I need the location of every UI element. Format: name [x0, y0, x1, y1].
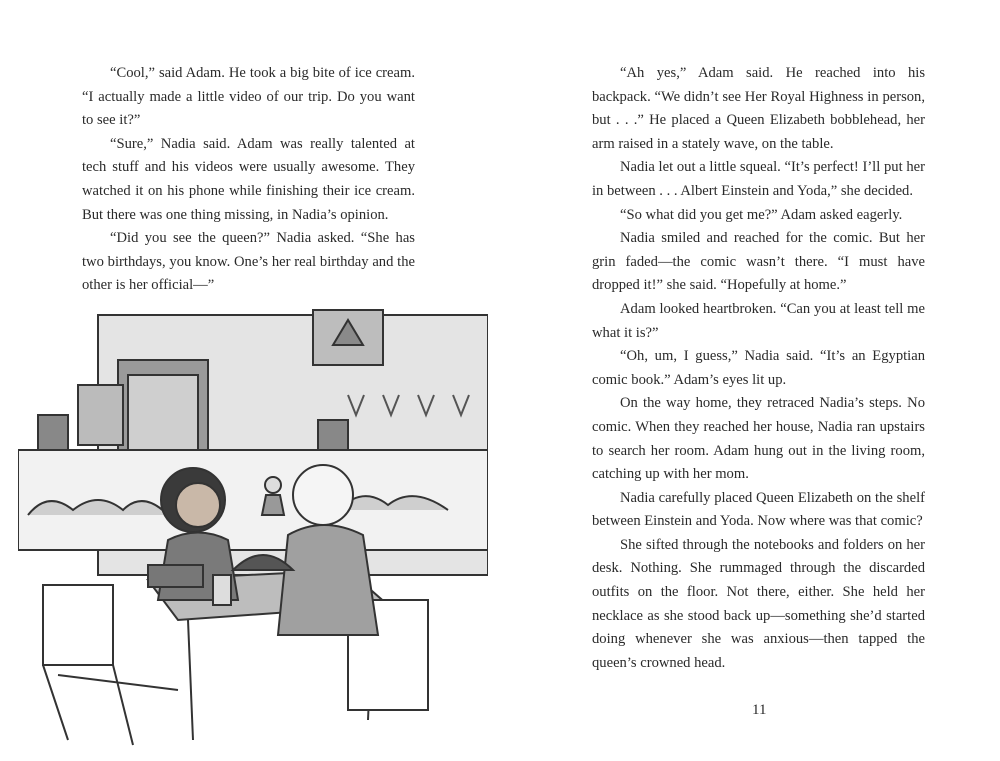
paragraph: “Cool,” said Adam. He took a big bite of ice cream. “I actually made a little video of our trip. Do you want to see it?” [82, 65, 415, 129]
paragraph: “Oh, um, I guess,” Nadia said. “It’s an Egyptian comic book.” Adam’s eyes lit up. [592, 348, 925, 388]
paragraph: Nadia let out a little squeal. “It’s perfect! I’ll put her in between . . . Albert Einstein and Yoda,” she decided. [592, 159, 925, 199]
paragraph: Adam looked heartbroken. “Can you at least tell me what it is?” [592, 300, 925, 341]
paragraph: Nadia carefully placed Queen Elizabeth on the shelf between Einstein and Yoda. Now where was that comic? [592, 489, 925, 530]
right-page-text [592, 62, 925, 675]
paragraph: She sifted through the notebooks and folders on her desk. Nothing. She rummaged through the discarded outfits on the floor. Not there, either. She held her necklace as she stood back up—something she’d started doing whenever she was anxious—then tapped the queen’s crowned head. [592, 536, 925, 671]
left-page-text [82, 62, 415, 298]
paragraph: “So what did you get me?” Adam asked eagerly. [620, 206, 903, 223]
paragraph: “Sure,” Nadia said. Adam was really talented at tech stuff and his videos were usually awesome. They watched it on his phone while finishing their ice cream. But there was one thing missing, in Nadia’s opinion. [82, 135, 415, 223]
paragraph: Nadia smiled and reached for the comic. But her grin faded—the comic wasn’t there. “I must have dropped it!” she said. “Hopefully at home.” [592, 230, 925, 294]
ice-cream-shop-illustration [18, 300, 488, 756]
paragraph: “Ah yes,” Adam said. He reached into his backpack. “We didn’t see Her Royal Highness in person, but . . .” He placed a Queen Elizabeth bobblehead, her arm raised in a stately wave, on the table. [592, 65, 925, 152]
paragraph: On the way home, they retraced Nadia’s steps. No comic. When they reached her house, Nadia ran upstairs to search her room. Adam hung out in the living room, catching up with her mom. [592, 395, 925, 483]
page-number: 11 [752, 702, 767, 718]
paragraph: “Did you see the queen?” Nadia asked. “She has two birthdays, you know. One’s her real birthday and the other is her official—” [82, 230, 415, 294]
